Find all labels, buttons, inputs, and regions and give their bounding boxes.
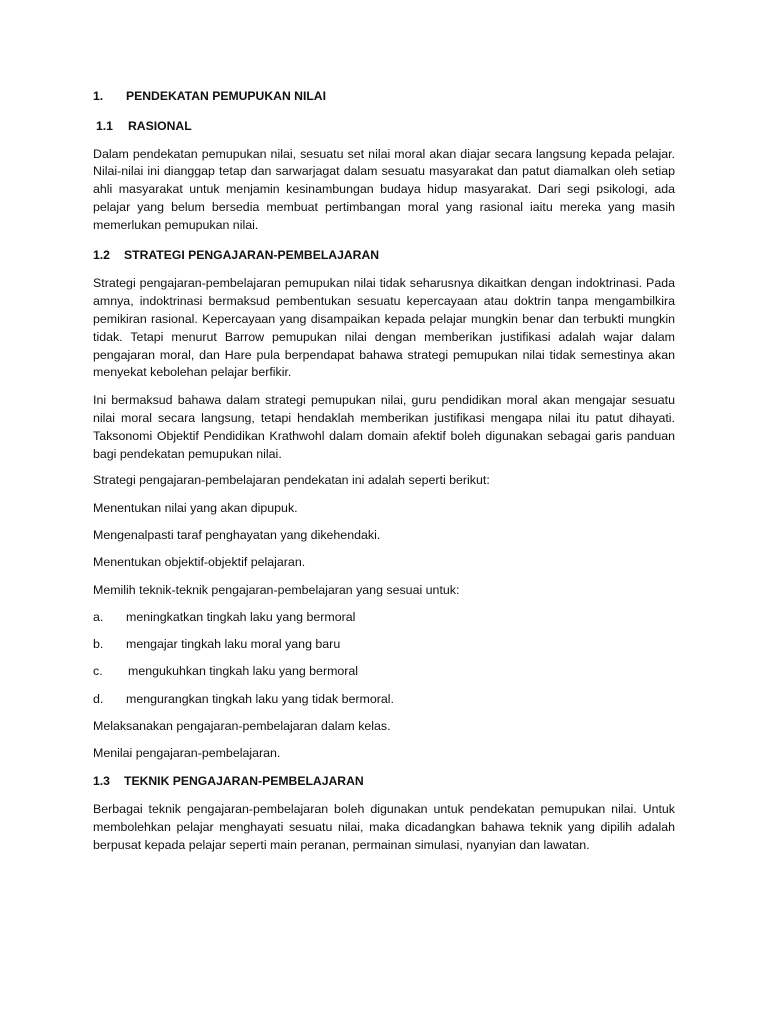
strategy-step: Melaksanakan pengajaran-pembelajaran dalam kelas. [93, 719, 391, 734]
section-heading-1-2 [93, 247, 675, 265]
strategy-step: Menilai pengajaran-pembelajaran. [93, 746, 281, 761]
list-item-text: meningkatkan tingkah laku yang bermoral [126, 609, 356, 624]
strategy-step: Menentukan nilai yang akan dipupuk. [93, 500, 298, 515]
section-title: RASIONAL [128, 118, 192, 133]
strategy-step: Mengenalpasti taraf penghayatan yang dikehendaki. [93, 527, 381, 542]
strategy-intro-line: Strategi pengajaran-pembelajaran pendekatan ini adalah seperti berikut: [93, 473, 490, 488]
paragraph-strategi-2: Ini bermaksud bahawa dalam strategi pemupukan nilai, guru pendidikan moral akan mengajar sesuatu nilai moral secara langsung, tetapi hendaklah memberikan justifikasi mengapa nilai itu patut dihayati. Taksonomi Objektif Pendidikan Krathwohl dalam domain afektif boleh digunakan sebagai garis panduan bagi pendekatan pemupukan nilai. [93, 393, 675, 461]
list-marker: b. [93, 637, 104, 652]
section-title: TEKNIK PENGAJARAN-PEMBELAJARAN [124, 773, 364, 788]
section-heading-1-1 [93, 118, 675, 136]
list-marker: d. [93, 691, 104, 706]
list-item-text: mengukuhkan tingkah laku yang bermoral [128, 664, 359, 679]
strategy-step: Memilih teknik-teknik pengajaran-pembelajaran yang sesuai untuk: [93, 582, 460, 597]
list-item [93, 609, 675, 627]
paragraph-rasional: Dalam pendekatan pemupukan nilai, sesuatu set nilai moral akan diajar secara langsung kepada pelajar. Nilai-nilai ini dianggap tetap dan sarwarjagat dalam sesuatu masyarakat dan patut diamalkan oleh setiap ahli masyarakat untuk menjamin kesinambungan budaya hidup masyarakat. Dari segi psikologi, ada pelajar yang belum bersedia membuat pertimbangan moral yang rasional iaitu mereka yang masih memerlukan pemupukan nilai. [93, 146, 675, 232]
section-number: 1. [93, 89, 104, 103]
list-item [93, 636, 675, 654]
list-item-text: mengajar tingkah laku moral yang baru [126, 637, 341, 652]
section-number: 1.1 [96, 118, 113, 133]
section-title: PENDEKATAN PEMUPUKAN NILAI [126, 89, 326, 103]
strategy-step: Menentukan objektif-objektif pelajaran. [93, 555, 306, 570]
paragraph-strategi-1: Strategi pengajaran-pembelajaran pemupukan nilai tidak seharusnya dikaitkan dengan indoktrinasi. Pada amnya, indoktrinasi bermaksud pembentukan sesuatu kepercayaan atau doktrin tanpa mengambilkira pemikiran rasional. Kepercayaan yang disampaikan kepada pelajar mungkin benar dan terbukti mungkin tidak. Tetapi menurut Barrow pemupukan nilai dengan memberikan justifikasi adalah wajar dalam pengajaran moral, dan Hare pula berpendapat bahawa strategi pemupukan nilai tidak semestinya akan menyekat kebolehan pelajar berfikir. [93, 276, 675, 380]
section-heading-1-3 [93, 773, 675, 791]
list-item-text: mengurangkan tingkah laku yang tidak bermoral. [126, 691, 394, 706]
list-item [93, 691, 675, 709]
section-heading-1 [93, 88, 675, 106]
list-marker: c. [93, 664, 103, 679]
paragraph-teknik: Berbagai teknik pengajaran-pembelajaran boleh digunakan untuk pendekatan pemupukan nilai. Untuk membolehkan pelajar menghayati sesuatu nilai, maka dicadangkan bahawa teknik yang dipilih adalah berpusat kepada pelajar seperti main peranan, permainan simulasi, nyanyian dan lawatan. [93, 802, 675, 852]
list-marker: a. [93, 609, 104, 624]
section-title: STRATEGI PENGAJARAN-PEMBELAJARAN [124, 247, 380, 262]
list-item [93, 663, 675, 681]
section-number: 1.3 [93, 773, 110, 788]
document-page [93, 88, 675, 864]
section-number: 1.2 [93, 247, 110, 262]
